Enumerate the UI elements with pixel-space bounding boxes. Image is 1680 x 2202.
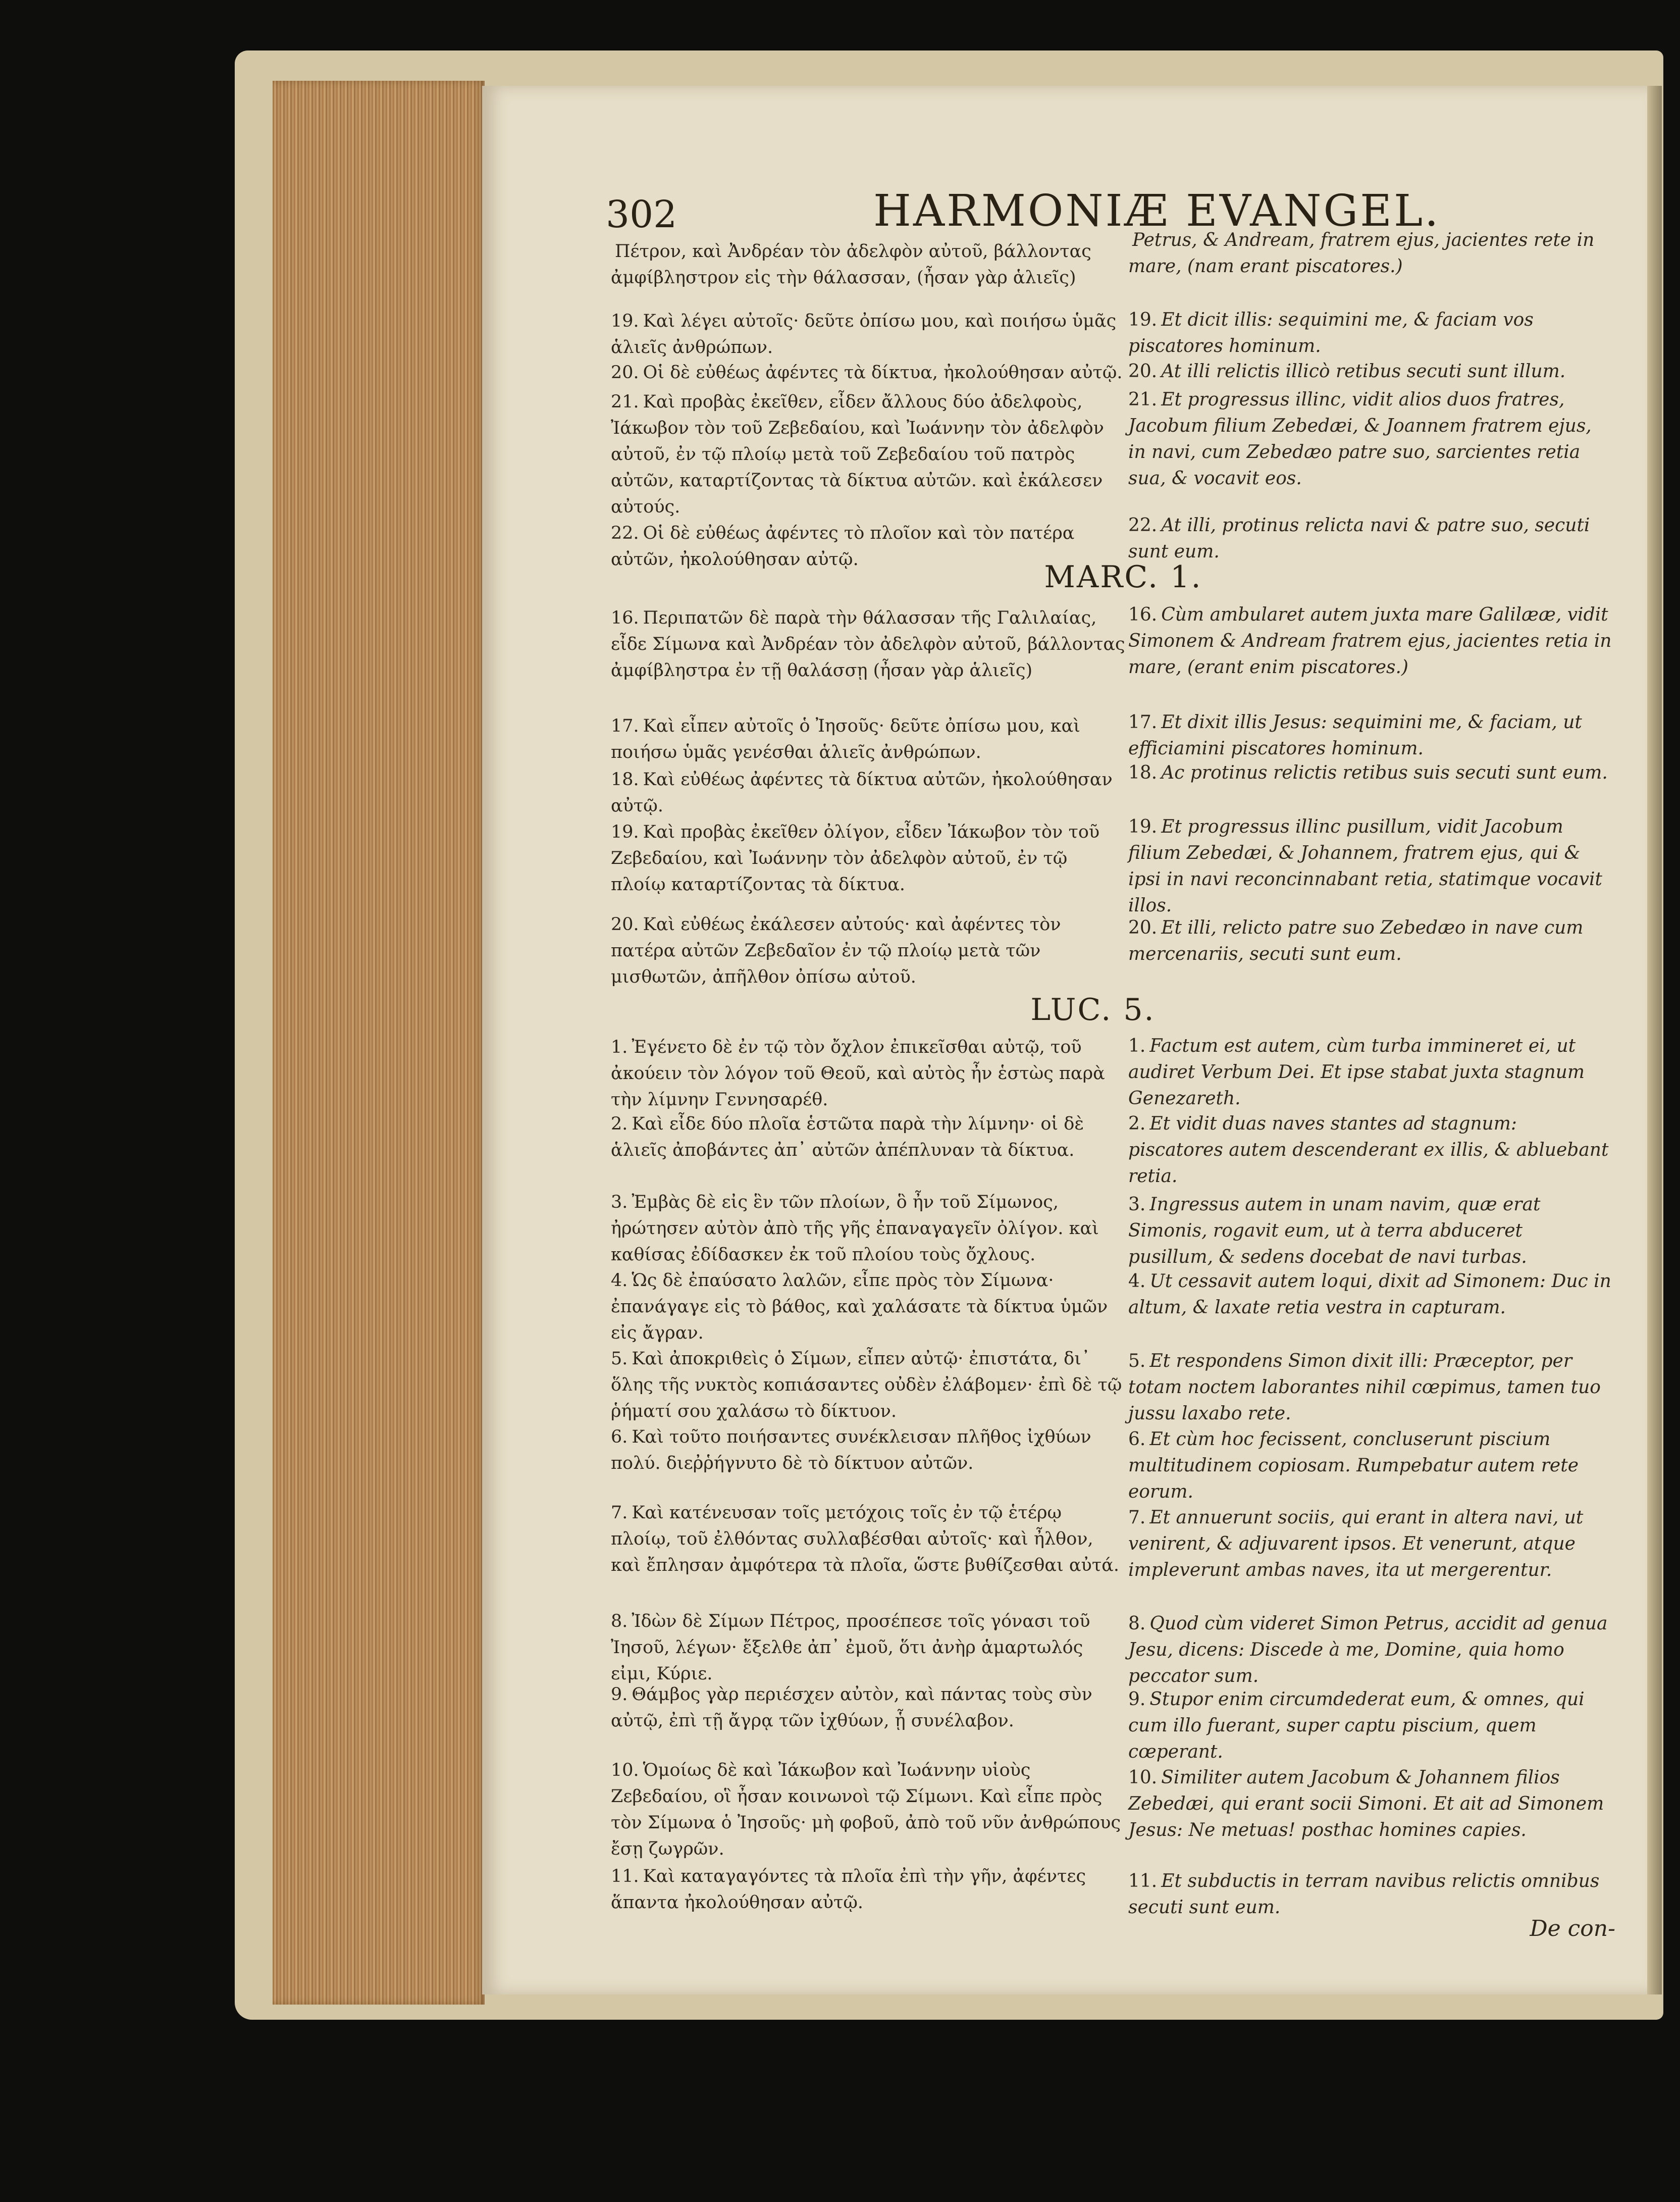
greek-marc-verse-20: 20. Καὶ εὐθέως ἐκάλεσεν αὐτούς· καὶ ἀφέντες τὸν πατέρα αὐτῶν Ζεβεδαῖον ἐν τῷ πλοίῳ μετὰ τῶν μισθωτῶν, ἀπῆλθον ὀπίσω αὐτοῦ. — [611, 914, 1061, 987]
latin-luc-verse-6: 6. Et cùm hoc fecissent, concluserunt piscium multitudinem copiosam. Rumpebatur autem rete eorum. — [1128, 1429, 1579, 1502]
latin-verse-20: 20. At illi relictis illicò retibus secuti sunt illum. — [1128, 361, 1566, 382]
latin-luc-verse-2: 2. Et vidit duas naves stantes ad stagnum: piscatores autem descenderant ex illis, & abluebant retia. — [1128, 1113, 1609, 1187]
latin-verse-21: 21. Et progressus illinc, vidit alios duos fratres, Jacobum filium Zebedæi, & Joannem fratrem ejus, in navi, cum Zebedæo patre suo, sarcientes retia sua, & vocavit eos. — [1128, 389, 1592, 489]
greek-verse-22: 22. Οἱ δὲ εὐθέως ἀφέντες τὸ πλοῖον καὶ τὸν πατέρα αὐτῶν, ἠκολούθησαν αὐτῷ. — [611, 523, 1075, 570]
latin-verse-cont: Petrus, & Andream, fratrem ejus, jacientes rete in mare, (nam erant piscatores.) — [1128, 230, 1595, 277]
latin-luc-verse-8: 8. Quod cùm videret Simon Petrus, accidit ad genua Jesu, dicens: Discede à me, Domine, quia homo peccator sum. — [1128, 1613, 1608, 1686]
latin-verse-22: 22. At illi, protinus relicta navi & patre suo, secuti sunt eum. — [1128, 515, 1590, 562]
greek-luc-verse-11: 11. Καὶ καταγαγόντες τὰ πλοῖα ἐπὶ τὴν γῆν, ἀφέντες ἅπαντα ἠκολούθησαν αὐτῷ. — [611, 1866, 1086, 1913]
greek-luc-verse-4: 4. Ὡς δὲ ἐπαύσατο λαλῶν, εἶπε πρὸς τὸν Σίμωνα· ἐπανάγαγε εἰς τὸ βάθος, καὶ χαλάσατε τὰ δίκτυα ὑμῶν εἰς ἄγραν. — [611, 1270, 1108, 1343]
greek-luc-verse-3: 3. Ἐμβὰς δὲ εἰς ἓν τῶν πλοίων, ὃ ἦν τοῦ Σίμωνος, ἠρώτησεν αὐτὸν ἀπὸ τῆς γῆς ἐπαναγαγεῖν ὀλίγον. καὶ καθίσας ἐδίδασκεν ἐκ τοῦ πλοίου τοὺς ὄχλους. — [611, 1192, 1099, 1265]
greek-verse-19: 19. Καὶ λέγει αὐτοῖς· δεῦτε ὀπίσω μου, καὶ ποιήσω ὑμᾶς ἁλιεῖς ἀνθρώπων. — [611, 311, 1117, 357]
greek-verse-21: 21. Καὶ προβὰς ἐκεῖθεν, εἶδεν ἄλλους δύο ἀδελφοὺς, Ἰάκωβον τὸν τοῦ Ζεβεδαίου, καὶ Ἰωάννην τὸν ἀδελφὸν αὐτοῦ, ἐν τῷ πλοίῳ μετὰ τοῦ Ζεβεδαίου τοῦ πατρὸς αὐτῶν, καταρτίζοντας τὰ δίκτυα αὐτῶν. καὶ ἐκάλεσεν αὐτούς. — [611, 392, 1104, 517]
latin-luc-verse-5: 5. Et respondens Simon dixit illi: Præceptor, per totam noctem laborantes nihil cœpimus, tamen tuo jussu laxabo rete. — [1128, 1351, 1601, 1424]
greek-luc-verse-8: 8. Ἰδὼν δὲ Σίμων Πέτρος, προσέπεσε τοῖς γόνασι τοῦ Ἰησοῦ, λέγων· ἔξελθε ἀπ᾽ ἐμοῦ, ὅτι ἀνὴρ ἁμαρτωλός εἰμι, Κύριε. — [611, 1611, 1090, 1684]
greek-marc-verse-16: 16. Περιπατῶν δὲ παρὰ τὴν θάλασσαν τῆς Γαλιλαίας, εἶδε Σίμωνα καὶ Ἀνδρέαν τὸν ἀδελφὸν αὐτοῦ, βάλλοντας ἀμφίβληστρα ἐν τῇ θαλάσσῃ (ἦσαν γὰρ ἁλιεῖς) — [611, 608, 1125, 681]
greek-luc-verse-5: 5. Καὶ ἀποκριθεὶς ὁ Σίμων, εἶπεν αὐτῷ· ἐπιστάτα, δι᾽ ὅλης τῆς νυκτὸς κοπιάσαντες οὐδὲν ἐλάβομεν· ἐπὶ δὲ τῷ ῥήματί σου χαλάσω τὸ δίκτυον. — [611, 1349, 1122, 1421]
greek-luc-verse-2: 2. Καὶ εἶδε δύο πλοῖα ἑστῶτα παρὰ τὴν λίμνην· οἱ δὲ ἁλιεῖς ἀποβάντες ἀπ᾽ αὐτῶν ἀπέπλυναν τὰ δίκτυα. — [611, 1114, 1084, 1160]
greek-luc-verse-10: 10. Ὁμοίως δὲ καὶ Ἰάκωβον καὶ Ἰωάννην υἱοὺς Ζεβεδαίου, οἳ ἦσαν κοινωνοὶ τῷ Σίμωνι. Καὶ εἶπε πρὸς τὸν Σίμωνα ὁ Ἰησοῦς· μὴ φοβοῦ, ἀπὸ τοῦ νῦν ἀνθρώπους ἔσῃ ζωγρῶν. — [611, 1760, 1121, 1859]
latin-luc-verse-9: 9. Stupor enim circumdederat eum, & omnes, qui cum illo fuerant, super captu piscium, quem cœperant. — [1128, 1689, 1585, 1762]
catchword: De con- — [1530, 1916, 1615, 1941]
facing-page-edge — [1647, 86, 1662, 1994]
greek-luc-verse-1: 1. Ἐγένετο δὲ ἐν τῷ τὸν ὄχλον ἐπικεῖσθαι αὐτῷ, τοῦ ἀκούειν τὸν λόγον τοῦ Θεοῦ, καὶ αὐτὸς ἦν ἑστὼς παρὰ τὴν λίμνην Γεννησαρέθ. — [611, 1037, 1105, 1110]
latin-marc-verse-20: 20. Et illi, relicto patre suo Zebedæo in nave cum mercenariis, secuti sunt eum. — [1128, 917, 1584, 964]
page-number: 302 — [606, 193, 677, 236]
latin-marc-verse-17: 17. Et dixit illis Jesus: sequimini me, & faciam, ut efficiamini piscatores hominum. — [1128, 712, 1582, 759]
section-heading-luc: LUC. 5. — [1030, 992, 1156, 1028]
latin-marc-verse-19: 19. Et progressus illinc pusillum, vidit Jacobum filium Zebedæi, & Johannem, fratrem ejus, qui & ipsi in navi reconcinnabant retia, statimque vocavit illos. — [1128, 816, 1603, 916]
latin-luc-verse-3: 3. Ingressus autem in unam navim, quæ erat Simonis, rogavit eum, ut à terra abduceret pusillum, & sedens docebat de navi turbas. — [1128, 1194, 1541, 1267]
latin-luc-verse-4: 4. Ut cessavit autem loqui, dixit ad Simonem: Duc in altum, & laxate retia vestra in capturam. — [1128, 1271, 1611, 1318]
latin-marc-verse-16: 16. Cùm ambularet autem juxta mare Galilææ, vidit Simonem & Andream fratrem ejus, jacientes retia in mare, (erant enim piscatores.) — [1128, 604, 1612, 678]
latin-luc-verse-10: 10. Similiter autem Jacobum & Johannem filios Zebedæi, qui erant socii Simoni. Et ait ad Simonem Jesus: Ne metuas! posthac homines capies. — [1128, 1767, 1604, 1840]
latin-luc-verse-11: 11. Et subductis in terram navibus relictis omnibus secuti sunt eum. — [1128, 1871, 1600, 1918]
greek-luc-verse-6: 6. Καὶ τοῦτο ποιήσαντες συνέκλεισαν πλῆθος ἰχθύων πολύ. διεῤῥήγνυτο δὲ τὸ δίκτυον αὐτῶν. — [611, 1427, 1091, 1473]
greek-marc-verse-18: 18. Καὶ εὐθέως ἀφέντες τὰ δίκτυα αὐτῶν, ἠκολούθησαν αὐτῷ. — [611, 770, 1113, 816]
greek-marc-verse-19: 19. Καὶ προβὰς ἐκεῖθεν ὀλίγον, εἶδεν Ἰάκωβον τὸν τοῦ Ζεβεδαίου, καὶ Ἰωάννην τὸν ἀδελφὸν αὐτοῦ, ἐν τῷ πλοίῳ καταρτίζοντας τὰ δίκτυα. — [611, 822, 1100, 895]
greek-luc-verse-7: 7. Καὶ κατένευσαν τοῖς μετόχοις τοῖς ἐν τῷ ἑτέρῳ πλοίῳ, τοῦ ἐλθόντας συλλαβέσθαι αὐτοῖς· καὶ ἦλθον, καὶ ἔπλησαν ἀμφότερα τὰ πλοῖα, ὥστε βυθίζεσθαι αὐτά. — [611, 1503, 1119, 1575]
running-head: HARMONIÆ EVANGEL. — [873, 186, 1441, 236]
greek-verse-cont: Πέτρον, καὶ Ἀνδρέαν τὸν ἀδελφὸν αὐτοῦ, βάλλοντας ἀμφίβληστρον εἰς τὴν θάλασσαν, (ἦσαν γὰρ ἁλιεῖς) — [611, 241, 1091, 288]
latin-luc-verse-7: 7. Et annuerunt sociis, qui erant in altera navi, ut venirent, & adjuvarent ipsos. Et venerunt, atque impleverunt ambas naves, ita ut mergerentur. — [1128, 1507, 1584, 1580]
greek-verse-20: 20. Οἱ δὲ εὐθέως ἀφέντες τὰ δίκτυα, ἠκολούθησαν αὐτῷ. — [611, 363, 1123, 383]
latin-luc-verse-1: 1. Factum est autem, cùm turba immineret ei, ut audiret Verbum Dei. Et ipse stabat juxta stagnum Genezareth. — [1128, 1036, 1585, 1109]
greek-luc-verse-9: 9. Θάμβος γὰρ περιέσχεν αὐτὸν, καὶ πάντας τοὺς σὺν αὐτῷ, ἐπὶ τῇ ἄγρᾳ τῶν ἰχθύων, ᾗ συνέλαβον. — [611, 1684, 1092, 1731]
latin-verse-19: 19. Et dicit illis: sequimini me, & faciam vos piscatores hominum. — [1128, 310, 1534, 356]
latin-marc-verse-18: 18. Ac protinus relictis retibus suis secuti sunt eum. — [1128, 762, 1608, 783]
page-edges — [273, 81, 485, 2005]
section-heading-marc: MARC. 1. — [1044, 559, 1202, 595]
greek-marc-verse-17: 17. Καὶ εἶπεν αὐτοῖς ὁ Ἰησοῦς· δεῦτε ὀπίσω μου, καὶ ποιήσω ὑμᾶς γενέσθαι ἁλιεῖς ἀνθρώπων. — [611, 716, 1081, 762]
